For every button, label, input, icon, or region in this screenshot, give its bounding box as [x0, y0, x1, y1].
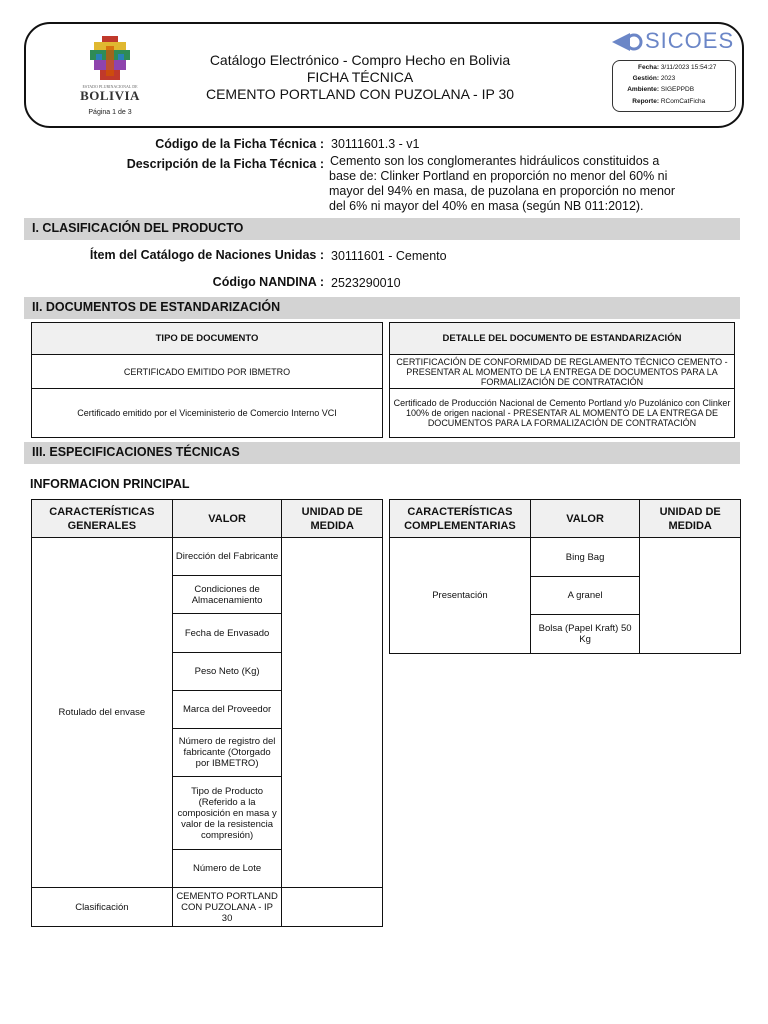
meta-ambiente: Ambiente: SIGEPPDB: [627, 86, 695, 93]
table-cell: Número de Lote: [172, 850, 282, 888]
table-cell: Peso Neto (Kg): [172, 653, 282, 691]
section-documents-bar: [24, 297, 740, 319]
section-classification-bar: [24, 218, 740, 240]
table-cell: A granel: [530, 577, 640, 615]
column-header: CARACTERÍSTICAS COMPLEMENTARIAS: [390, 500, 531, 538]
ficha-description-line: mayor del 94% en masa, de puzolana en proporción no menor: [329, 184, 676, 198]
logo-caption: ESTADO PLURINACIONAL DE: [82, 84, 138, 89]
complementary-specs-table: [389, 499, 741, 654]
nandina-label: Código NANDINA :: [212, 275, 324, 289]
document-type-table: [31, 322, 383, 438]
column-header: UNIDAD DE MEDIDA: [282, 500, 383, 538]
section-title: II. DOCUMENTOS DE ESTANDARIZACIÓN: [32, 300, 281, 314]
nandina-value: 2523290010: [331, 276, 401, 290]
table-cell: Certificado emitido por el Viceministerio de Comercio Interno VCI: [32, 389, 383, 438]
table-cell: Número de registro del fabricante (Otorgado por IBMETRO): [172, 729, 282, 777]
column-header: DETALLE DEL DOCUMENTO DE ESTANDARIZACIÓN: [390, 323, 735, 355]
catalog-title: Catálogo Electrónico - Compro Hecho en Bolivia: [209, 52, 511, 68]
column-header: TIPO DE DOCUMENTO: [32, 323, 383, 355]
section-specs-bar: [24, 442, 740, 464]
presentacion-label-cell: Presentación: [390, 538, 531, 654]
empty-unit-cell: [282, 888, 383, 927]
table-cell: Dirección del Fabricante: [172, 538, 282, 576]
un-item-value: 30111601 - Cemento: [331, 249, 447, 263]
report-meta-box: [612, 60, 736, 112]
ficha-description-line: Cemento son los conglomerantes hidráulicos constituidos a: [330, 154, 660, 168]
table-cell: Bing Bag: [530, 538, 640, 577]
sicoes-logo-icon: [612, 31, 646, 53]
ficha-code-value: 30111601.3 - v1: [331, 137, 420, 151]
column-header: VALOR: [530, 500, 640, 538]
section-title: I. CLASIFICACIÓN DEL PRODUCTO: [32, 221, 244, 235]
meta-gestion: Gestión: 2023: [632, 75, 676, 82]
empty-unit-cell: [282, 538, 383, 888]
rotulado-label-cell: Rotulado del envase: [32, 538, 173, 888]
table-cell: Certificado de Producción Nacional de Cemento Portland y/o Puzolánico con Clinker 100% de origen nacional - PRESENTAR AL MOMENTO DE LA ENTREGA DE DOCUMENTOS PARA LA FORMALIZACIÓN DE CONTRATACIÓN: [390, 389, 735, 438]
meta-reporte: Reporte: RComCatFicha: [632, 98, 706, 105]
table-cell: CEMENTO PORTLAND CON PUZOLANA - IP 30: [172, 888, 282, 927]
general-specs-table: [31, 499, 383, 927]
table-cell: Marca del Proveedor: [172, 691, 282, 729]
sicoes-brand: SICOES: [645, 28, 735, 53]
column-header: CARACTERÍSTICAS GENERALES: [32, 500, 173, 538]
document-detail-table: [389, 322, 735, 438]
clasificacion-label-cell: Clasificación: [32, 888, 173, 927]
table-cell: CERTIFICADO EMITIDO POR IBMETRO: [32, 355, 383, 389]
meta-fecha: Fecha: 3/11/2023 15:54:27: [638, 64, 717, 71]
ficha-code-label: Código de la Ficha Técnica :: [155, 137, 324, 151]
ficha-description-line: base de: Clinker Portland en proporción no menor del 60% ni: [329, 169, 668, 183]
column-header: VALOR: [172, 500, 282, 538]
table-cell: Tipo de Producto (Referido a la composición en masa y valor de la resistencia compresión): [172, 777, 282, 850]
table-cell: Condiciones de Almacenamiento: [172, 576, 282, 614]
table-cell: CERTIFICACIÓN DE CONFORMIDAD DE REGLAMENTO TÉCNICO CEMENTO - PRESENTAR AL MOMENTO DE LA ENTREGA DE DOCUMENTOS PARA LA FORMALIZACIÓN DE CONTRATACIÓN: [390, 355, 735, 389]
logo-word: BOLIVIA: [80, 88, 140, 103]
table-cell: Fecha de Envasado: [172, 614, 282, 653]
section-title: III. ESPECIFICACIONES TÉCNICAS: [32, 445, 240, 459]
empty-unit-cell: [640, 538, 741, 654]
table-cell: Bolsa (Papel Kraft) 50 Kg: [530, 615, 640, 654]
document-type-title: FICHA TÉCNICA: [306, 69, 414, 85]
un-item-label: Ítem del Catálogo de Naciones Unidas :: [89, 248, 324, 262]
coat-of-arms-logo: [70, 32, 150, 92]
product-title: CEMENTO PORTLAND CON PUZOLANA - IP 30: [205, 86, 515, 102]
main-info-subtitle: INFORMACION PRINCIPAL: [30, 477, 190, 491]
ficha-description-line: del 6% ni mayor del 40% en masa (según NB 011:2012).: [329, 199, 644, 213]
ficha-description-label: Descripción de la Ficha Técnica :: [126, 157, 324, 171]
column-header: UNIDAD DE MEDIDA: [640, 500, 741, 538]
page-number: Página 1 de 3: [88, 109, 132, 116]
